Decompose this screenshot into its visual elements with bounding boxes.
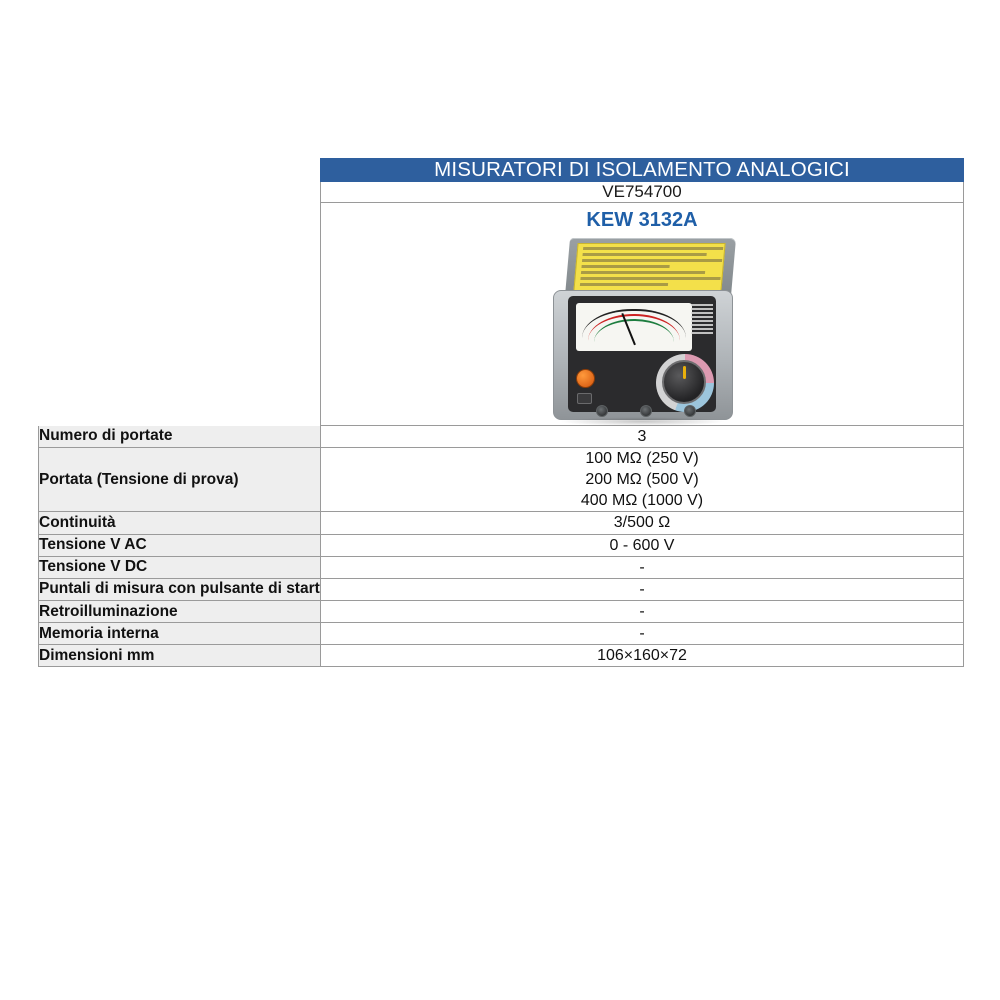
device-shadow (559, 417, 725, 426)
device-case (553, 290, 733, 420)
row-value: - (321, 578, 964, 600)
row-value-line-1: 100 MΩ (250 V) (585, 450, 699, 468)
row-label: Numero di portate (39, 426, 321, 448)
row-label (39, 578, 321, 600)
row-value: - (321, 600, 964, 622)
row-value: 106×160×72 (321, 645, 964, 667)
device-jack-1 (596, 405, 608, 417)
code-spacer (39, 182, 321, 203)
row-value-line-2: 200 MΩ (500 V) (585, 471, 699, 489)
header-spacer (39, 158, 321, 182)
analog-insulation-tester-icon (549, 238, 735, 420)
row-label: Memoria interna (39, 622, 321, 644)
row-label: Dimensioni mm (39, 645, 321, 667)
row-value: 3 (321, 426, 964, 448)
row-label: Tensione V DC (39, 556, 321, 578)
row-value: - (321, 556, 964, 578)
table-row (39, 512, 964, 534)
device-rotary-knob (662, 360, 706, 404)
row-label-line-1: Puntali di misura con pulsante (39, 580, 264, 598)
table-row (39, 556, 964, 578)
table-row (39, 622, 964, 644)
table-row (39, 448, 964, 512)
table-row (39, 534, 964, 556)
device-panel (568, 296, 716, 412)
device-test-button (576, 369, 595, 388)
table-row (39, 578, 964, 600)
specifications-table (38, 158, 964, 667)
row-value (321, 448, 964, 512)
row-label-line-1: Portata (39, 470, 93, 488)
header-title: MISURATORI DI ISOLAMENTO ANALOGICI (321, 158, 964, 182)
row-label-line-2: di start (268, 580, 320, 598)
device-side-print (691, 304, 713, 344)
row-label (39, 448, 321, 512)
product-code: VE754700 (321, 182, 964, 203)
product-image-row (39, 203, 964, 426)
table-header-row (39, 158, 964, 182)
row-value: 3/500 Ω (321, 512, 964, 534)
row-value: - (321, 622, 964, 644)
row-label: Continuità (39, 512, 321, 534)
image-spacer (39, 203, 321, 426)
row-value-line-3: 400 MΩ (1000 V) (580, 492, 704, 510)
row-label: Retroilluminazione (39, 600, 321, 622)
table-row (39, 600, 964, 622)
table-row (39, 645, 964, 667)
device-dial-face (576, 303, 692, 351)
model-name: KEW 3132A (586, 208, 698, 231)
product-code-row (39, 182, 964, 203)
product-image-cell (321, 203, 964, 426)
device-jack-2 (640, 405, 652, 417)
row-label: Tensione V AC (39, 534, 321, 556)
device-secondary-button (577, 393, 592, 404)
table-row (39, 426, 964, 448)
row-value: 0 - 600 V (321, 534, 964, 556)
device-jack-3 (684, 405, 696, 417)
row-label-line-2: (Tensione di prova) (96, 470, 239, 488)
